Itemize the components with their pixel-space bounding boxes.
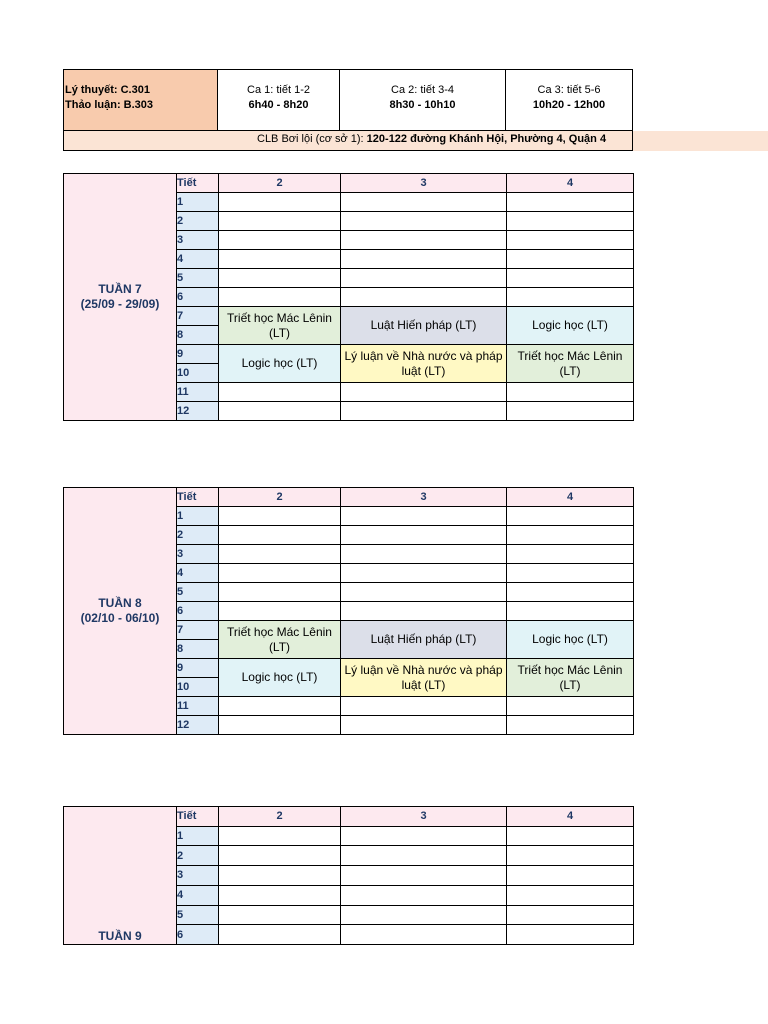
shift-3-time: 10h20 - 12h00 [532,99,606,111]
slot[interactable] [341,905,507,925]
class-triet-hoc[interactable]: Triết học Mác Lênin (LT) [219,307,341,345]
slot[interactable] [219,826,341,846]
slot[interactable] [341,402,507,421]
period-number: 11 [177,383,219,402]
class-ly-luan[interactable]: Lý luận về Nhà nước và pháp luật (LT) [341,345,507,383]
period-number: 2 [177,212,219,231]
week-title: TUẦN 9 [98,929,142,943]
week-range: (02/10 - 06/10) [80,611,160,625]
room-theory: Lý thuyết: C.301 [65,84,150,96]
period-number: 1 [177,507,219,526]
period-number: 10 [177,364,219,383]
slot[interactable] [219,193,341,212]
class-triet-hoc[interactable]: Triết học Mác Lênin (LT) [507,345,634,383]
shift-3-name: Ca 3: tiết 5-6 [537,84,601,96]
slot[interactable] [341,212,507,231]
period-number: 2 [177,526,219,545]
day-header: 3 [341,174,507,193]
club-prefix: CLB Bơi lội (cơ sở 1): [257,133,367,145]
slot[interactable] [341,716,507,735]
period-number: 6 [177,925,219,945]
slot[interactable] [507,402,634,421]
day-header: 4 [507,807,634,827]
slot[interactable] [341,697,507,716]
week-range: (25/09 - 29/09) [80,297,160,311]
slot[interactable] [219,212,341,231]
slot[interactable] [507,905,634,925]
slot[interactable] [507,250,634,269]
slot[interactable] [507,212,634,231]
class-logic-hoc[interactable]: Logic học (LT) [219,345,341,383]
slot[interactable] [341,288,507,307]
slot[interactable] [341,383,507,402]
slot[interactable] [219,905,341,925]
day-header: 2 [219,488,341,507]
slot[interactable] [219,402,341,421]
period-number: 3 [177,545,219,564]
period-number: 4 [177,564,219,583]
day-header: 4 [507,488,634,507]
slot[interactable] [507,193,634,212]
day-header: 4 [507,174,634,193]
class-logic-hoc[interactable]: Logic học (LT) [507,621,634,659]
slot[interactable] [219,866,341,886]
class-logic-hoc[interactable]: Logic học (LT) [219,659,341,697]
period-number: 7 [177,307,219,326]
slot[interactable] [507,602,634,621]
day-header: 3 [341,488,507,507]
period-number: 1 [177,826,219,846]
slot[interactable] [341,885,507,905]
room-discussion: Thảo luận: B.303 [65,99,154,111]
slot[interactable] [219,288,341,307]
slot[interactable] [341,250,507,269]
week-7-table [63,173,634,421]
slot[interactable] [507,885,634,905]
period-number: 5 [177,269,219,288]
slot[interactable] [507,583,634,602]
shift-2-name: Ca 2: tiết 3-4 [391,84,454,96]
period-number: 1 [177,193,219,212]
slot[interactable] [341,846,507,866]
period-number: 4 [177,250,219,269]
slot[interactable] [507,231,634,250]
slot[interactable] [507,526,634,545]
period-number: 8 [177,640,219,659]
slot[interactable] [219,269,341,288]
class-luat-hien-phap[interactable]: Luật Hiến pháp (LT) [341,621,507,659]
class-luat-hien-phap[interactable]: Luật Hiến pháp (LT) [341,307,507,345]
slot[interactable] [219,716,341,735]
period-number: 2 [177,846,219,866]
slot[interactable] [341,526,507,545]
slot[interactable] [507,269,634,288]
slot[interactable] [507,826,634,846]
slot[interactable] [219,383,341,402]
period-number: 5 [177,583,219,602]
shift-2-time: 8h30 - 10h10 [389,99,456,111]
slot[interactable] [507,288,634,307]
week-9-label [64,807,177,945]
slot[interactable] [341,507,507,526]
day-header: 2 [219,174,341,193]
slot[interactable] [219,507,341,526]
slot[interactable] [219,885,341,905]
period-number: 4 [177,885,219,905]
slot[interactable] [507,507,634,526]
slot[interactable] [341,545,507,564]
period-number: 12 [177,716,219,735]
slot[interactable] [219,602,341,621]
week-title: TUẦN 8 [98,596,142,610]
slot[interactable] [219,583,341,602]
slot[interactable] [219,564,341,583]
slot[interactable] [219,250,341,269]
slot[interactable] [341,925,507,945]
slot[interactable] [341,231,507,250]
period-number: 3 [177,231,219,250]
slot[interactable] [507,383,634,402]
tiet-header: Tiết [177,807,219,827]
period-number: 3 [177,866,219,886]
slot[interactable] [341,602,507,621]
slot[interactable] [507,545,634,564]
slot[interactable] [507,866,634,886]
day-header: 3 [341,807,507,827]
week-title: TUẦN 7 [98,282,142,296]
class-triet-hoc[interactable]: Triết học Mác Lênin (LT) [219,621,341,659]
shift-1-time: 6h40 - 8h20 [248,99,309,111]
slot[interactable] [507,846,634,866]
class-logic-hoc[interactable]: Logic học (LT) [507,307,634,345]
slot[interactable] [341,564,507,583]
slot[interactable] [341,583,507,602]
week-8-label [64,488,177,735]
period-number: 10 [177,678,219,697]
period-number: 9 [177,345,219,364]
period-number: 5 [177,905,219,925]
shift-1-name: Ca 1: tiết 1-2 [247,84,310,96]
day-header: 2 [219,807,341,827]
slot[interactable] [341,193,507,212]
slot[interactable] [507,716,634,735]
period-number: 11 [177,697,219,716]
class-triet-hoc[interactable]: Triết học Mác Lênin (LT) [507,659,634,697]
period-number: 9 [177,659,219,678]
period-number: 6 [177,602,219,621]
slot[interactable] [341,269,507,288]
class-ly-luan[interactable]: Lý luận về Nhà nước và pháp luật (LT) [341,659,507,697]
slot[interactable] [507,564,634,583]
week-8-table [63,487,634,735]
period-number: 6 [177,288,219,307]
slot[interactable] [219,231,341,250]
period-number: 12 [177,402,219,421]
week-7-label [64,174,177,421]
club-address: 120-122 đường Khánh Hội, Phường 4, Quận 4 [366,133,607,145]
slot[interactable] [219,526,341,545]
slot[interactable] [341,866,507,886]
tiet-header: Tiết [177,488,219,507]
slot[interactable] [507,697,634,716]
slot[interactable] [341,826,507,846]
slot[interactable] [507,925,634,945]
period-number: 8 [177,326,219,345]
period-number: 7 [177,621,219,640]
slot[interactable] [219,697,341,716]
slot[interactable] [219,846,341,866]
slot[interactable] [219,545,341,564]
tiet-header: Tiết [177,174,219,193]
week-9-table [63,806,634,945]
slot[interactable] [219,925,341,945]
